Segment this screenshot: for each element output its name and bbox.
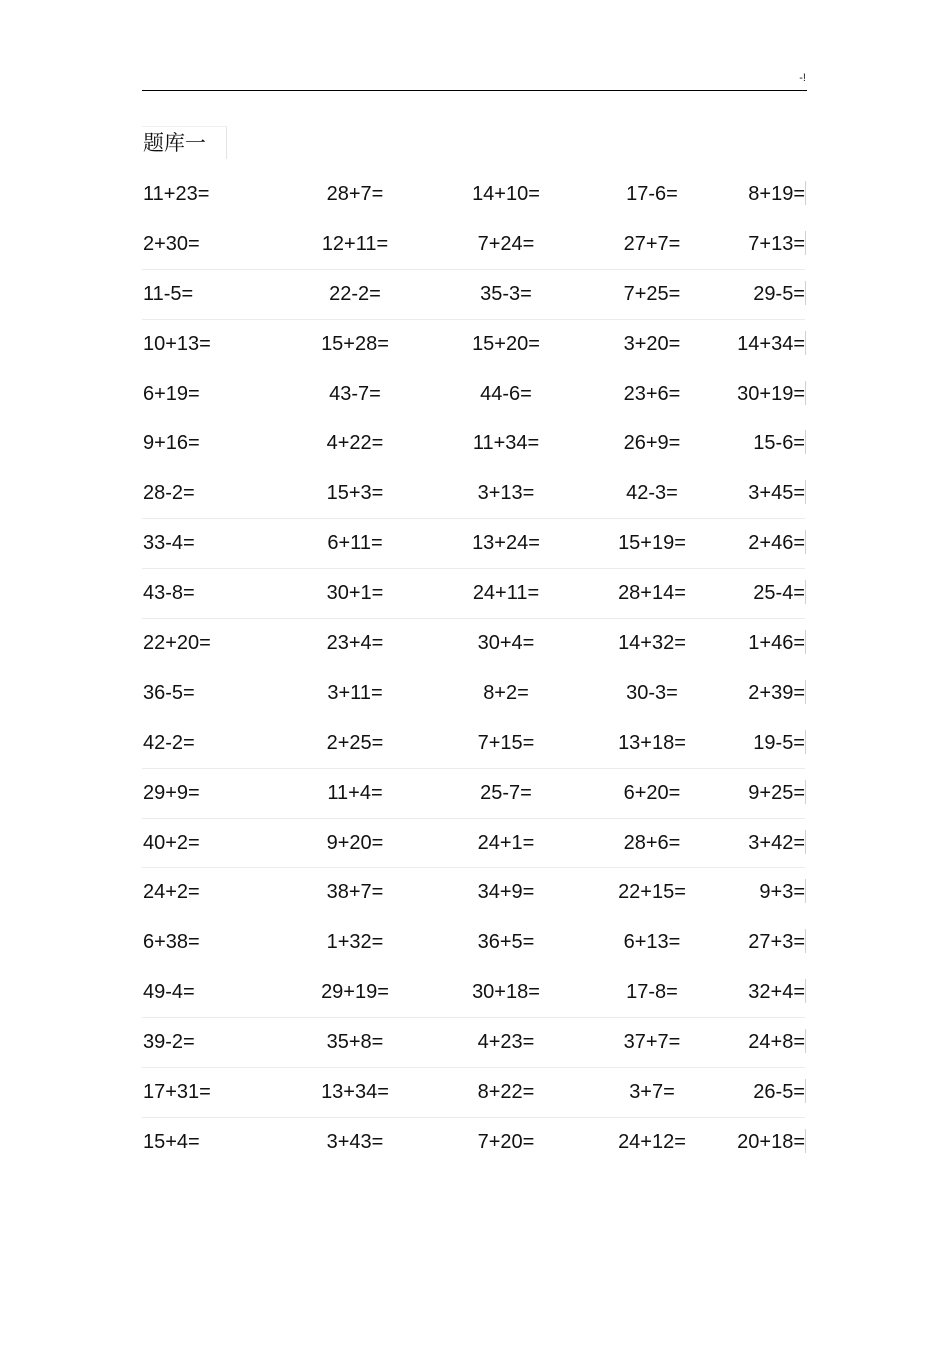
problem-cell: 10+13=: [143, 332, 211, 355]
problem-cell: 19-5=: [753, 731, 805, 754]
problem-cell: 11+34=: [472, 432, 540, 455]
problem-cell: 6+13=: [623, 931, 681, 954]
problem-row: [142, 818, 805, 868]
problem-cell: 17-6=: [626, 183, 678, 205]
header-rule: [142, 90, 807, 91]
problem-cell: 30+1=: [326, 582, 384, 605]
problem-cell: 24+12=: [618, 1130, 686, 1153]
problem-cell: 23+6=: [623, 382, 681, 405]
problem-row: [142, 618, 805, 668]
problem-cell: 22-2=: [329, 282, 381, 305]
problem-cell: 30-3=: [626, 681, 678, 704]
title-box: [142, 126, 227, 159]
problem-cell: 4+22=: [326, 432, 384, 455]
problem-row: [142, 219, 805, 269]
problem-cell: 23+4=: [326, 632, 384, 655]
header-mark: -!: [799, 72, 806, 84]
problem-cell: 30+19=: [737, 382, 805, 405]
problem-cell: 3+7=: [629, 1081, 675, 1104]
problem-cell: 15-6=: [753, 432, 805, 455]
problem-cell: 35+8=: [326, 1031, 384, 1054]
problem-cell: 6+20=: [623, 781, 681, 804]
problem-cell: 24+11=: [472, 582, 540, 605]
problem-row: [142, 518, 805, 568]
problem-grid: [142, 169, 805, 1167]
problem-cell: 43-8=: [143, 582, 195, 605]
problem-cell: 42-2=: [143, 731, 195, 754]
problem-cell: 40+2=: [143, 831, 200, 854]
problem-cell: 32+4=: [748, 981, 805, 1004]
problem-cell: 28+14=: [618, 582, 686, 605]
problem-cell: 27+3=: [748, 931, 805, 954]
problem-cell: 15+28=: [321, 332, 389, 355]
problem-row: [142, 1117, 805, 1167]
problem-cell: 2+39=: [748, 681, 805, 704]
problem-cell: 25-7=: [480, 781, 532, 804]
problem-row: [142, 369, 805, 419]
problem-cell: 6+19=: [143, 382, 200, 405]
problem-row: [142, 269, 805, 319]
problem-cell: 9+3=: [759, 881, 805, 904]
problem-row: [142, 1067, 805, 1117]
problem-cell: 3+13=: [477, 482, 535, 505]
problem-cell: 12+11=: [321, 232, 389, 255]
problem-cell: 29+9=: [143, 781, 200, 804]
problem-cell: 44-6=: [480, 382, 532, 405]
problem-row: [142, 768, 805, 818]
problem-cell: 2+30=: [143, 232, 200, 255]
problem-cell: 7+20=: [477, 1130, 535, 1153]
problem-row: [142, 418, 805, 468]
problem-cell: 13+34=: [321, 1081, 389, 1104]
problem-cell: 9+16=: [143, 432, 200, 455]
problem-cell: 28+6=: [623, 831, 681, 854]
problem-cell: 8+2=: [483, 681, 529, 704]
problem-cell: 7+25=: [623, 282, 681, 305]
page-title: 题库一: [143, 131, 206, 155]
problem-cell: 30+18=: [472, 981, 540, 1004]
problem-cell: 1+46=: [748, 632, 805, 655]
problem-cell: 43-7=: [329, 382, 381, 405]
problem-row: [142, 1017, 805, 1067]
problem-cell: 7+24=: [477, 232, 535, 255]
problem-cell: 28-2=: [143, 482, 195, 505]
problem-row: [142, 718, 805, 768]
problem-row: [142, 668, 805, 718]
problem-cell: 11-5=: [143, 282, 194, 305]
problem-cell: 9+20=: [326, 831, 384, 854]
problem-cell: 13+18=: [618, 731, 686, 754]
problem-cell: 20+18=: [737, 1130, 805, 1153]
problem-cell: 15+3=: [326, 482, 384, 505]
problem-cell: 34+9=: [477, 881, 535, 904]
problem-cell: 36+5=: [477, 931, 535, 954]
problem-cell: 15+19=: [618, 532, 686, 555]
problem-cell: 6+11=: [327, 532, 383, 555]
problem-cell: 38+7=: [326, 881, 384, 904]
problem-cell: 35-3=: [480, 282, 532, 305]
problem-cell: 28+7=: [326, 183, 384, 205]
problem-row: [142, 169, 805, 219]
problem-row: [142, 468, 805, 518]
problem-cell: 3+43=: [326, 1130, 384, 1153]
problem-cell: 25-4=: [753, 582, 805, 605]
problem-cell: 2+46=: [748, 532, 805, 555]
problem-cell: 1+32=: [326, 931, 384, 954]
problem-cell: 37+7=: [623, 1031, 681, 1054]
problem-cell: 17-8=: [626, 981, 678, 1004]
problem-cell: 9+25=: [748, 781, 805, 804]
problem-cell: 7+15=: [477, 731, 535, 754]
problem-cell: 15+20=: [472, 332, 540, 355]
problem-cell: 24+1=: [477, 831, 535, 854]
problem-cell: 8+22=: [477, 1081, 535, 1104]
problem-row: [142, 917, 805, 967]
problem-cell: 14+34=: [737, 332, 805, 355]
problem-cell: 11+4=: [327, 781, 383, 804]
problem-cell: 27+7=: [623, 232, 681, 255]
problem-cell: 3+42=: [748, 831, 805, 854]
problem-cell: 3+20=: [623, 332, 681, 355]
problem-cell: 22+20=: [143, 632, 211, 655]
problem-cell: 42-3=: [626, 482, 678, 505]
problem-cell: 14+32=: [618, 632, 686, 655]
problem-cell: 8+19=: [748, 183, 805, 205]
problem-cell: 2+25=: [326, 731, 384, 754]
problem-cell: 3+45=: [748, 482, 805, 505]
problem-row: [142, 568, 805, 618]
problem-cell: 4+23=: [477, 1031, 535, 1054]
problem-cell: 17+31=: [143, 1081, 211, 1104]
problem-cell: 30+4=: [477, 632, 535, 655]
problem-cell: 24+2=: [143, 881, 200, 904]
problem-cell: 14+10=: [472, 183, 540, 205]
problem-cell: 15+4=: [143, 1130, 200, 1153]
problem-cell: 24+8=: [748, 1031, 805, 1054]
problem-cell: 7+13=: [748, 232, 805, 255]
problem-cell: 39-2=: [143, 1031, 195, 1054]
problem-cell: 26-5=: [753, 1081, 805, 1104]
problem-cell: 22+15=: [618, 881, 686, 904]
problem-cell: 36-5=: [143, 681, 195, 704]
problem-cell: 13+24=: [472, 532, 540, 555]
problem-cell: 6+38=: [143, 931, 200, 954]
problem-cell: 33-4=: [143, 532, 195, 555]
problem-cell: 29-5=: [753, 282, 805, 305]
problem-row: [142, 867, 805, 917]
problem-cell: 26+9=: [623, 432, 681, 455]
problem-cell: 49-4=: [143, 981, 195, 1004]
problem-cell: 3+11=: [327, 681, 383, 704]
problem-row: [142, 319, 805, 369]
problem-cell: 11+23=: [143, 183, 210, 205]
problem-cell: 29+19=: [321, 981, 389, 1004]
problem-row: [142, 967, 805, 1017]
